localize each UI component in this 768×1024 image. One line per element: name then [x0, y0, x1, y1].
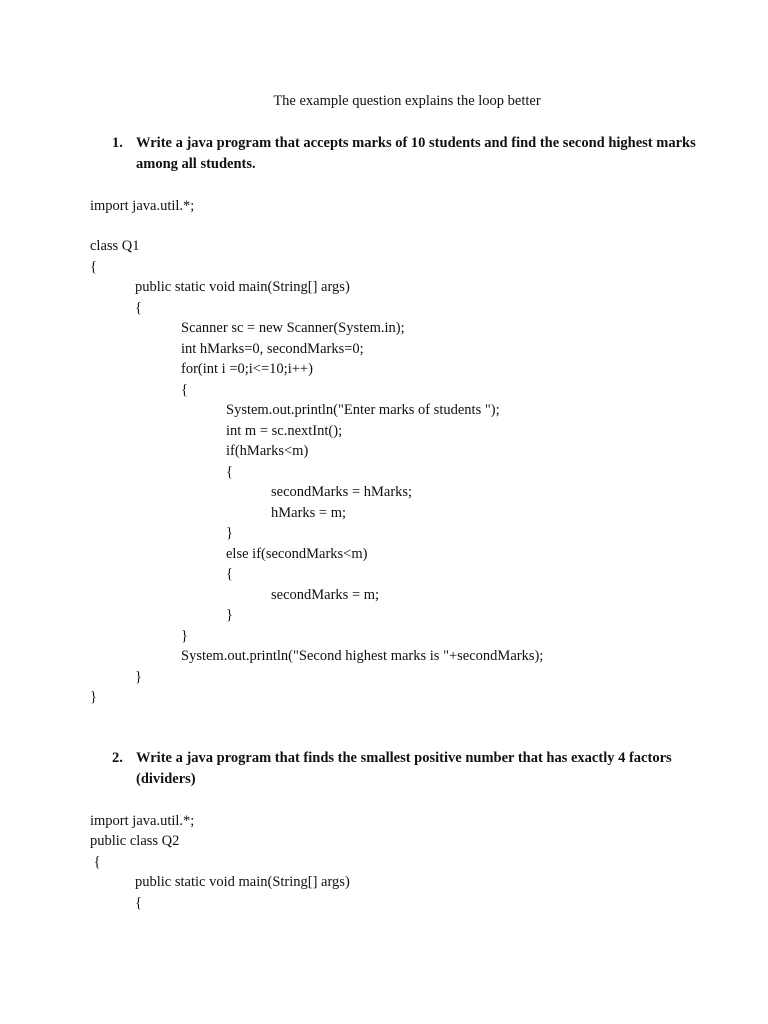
code-line: } [90, 689, 97, 705]
question-1-text: Write a java program that accepts marks of 10 students and find the second highest marks among all students. [136, 135, 696, 172]
code-line: for(int i =0;i<=10;i++) [181, 361, 313, 377]
question-1 [112, 133, 712, 175]
code-line: Scanner sc = new Scanner(System.in); [181, 320, 405, 336]
code-line: import java.util.*; [90, 198, 195, 214]
code-line: secondMarks = m; [271, 587, 380, 603]
code-line: secondMarks = hMarks; [271, 484, 413, 500]
code-line: int m = sc.nextInt(); [226, 423, 343, 439]
code-line: { [135, 895, 142, 911]
code-line: { [226, 464, 233, 480]
code-line: { [90, 259, 97, 275]
code-line: import java.util.*; [90, 813, 195, 829]
code-line: int hMarks=0, secondMarks=0; [181, 341, 364, 357]
code-line: public static void main(String[] args) [135, 874, 350, 890]
code-line: class Q1 [90, 238, 140, 254]
question-2-number: 2. [112, 750, 123, 766]
code-line: { [181, 382, 188, 398]
code-line: } [135, 669, 142, 685]
code-line: else if(secondMarks<m) [226, 546, 368, 562]
question-2-text: Write a java program that finds the smallest positive number that has exactly 4 factors (dividers) [136, 750, 672, 787]
code-line: public class Q2 [90, 833, 180, 849]
code-line: System.out.println("Enter marks of students "); [226, 402, 500, 418]
code-line: System.out.println("Second highest marks is "+secondMarks); [181, 648, 544, 664]
code-line: public static void main(String[] args) [135, 279, 350, 295]
document-heading: The example question explains the loop better [273, 93, 541, 109]
code-line: } [226, 525, 233, 541]
code-line: } [181, 628, 188, 644]
code-line: if(hMarks<m) [226, 443, 309, 459]
question-2 [112, 748, 712, 790]
code-line: { [135, 300, 142, 316]
question-1-number: 1. [112, 135, 123, 151]
code-line: { [226, 566, 233, 582]
code-line: hMarks = m; [271, 505, 347, 521]
code-line: { [90, 854, 101, 870]
code-line: } [226, 607, 233, 623]
